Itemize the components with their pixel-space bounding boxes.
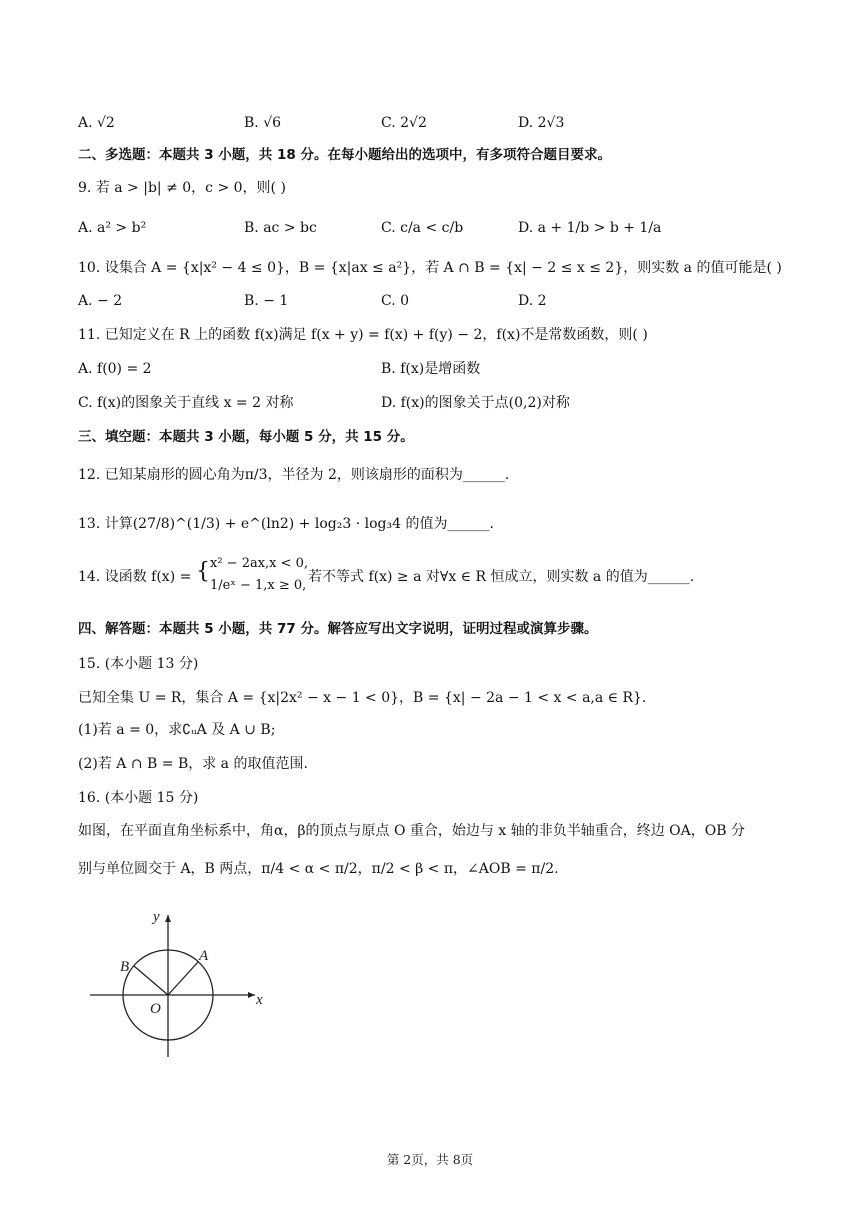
- q9-option-a: A. a² > b²: [78, 220, 147, 236]
- x-axis-arrow: [248, 992, 255, 998]
- q11-option-c: C. f(x)的图象关于直线 x = 2 对称: [78, 395, 294, 411]
- q15-stem: 已知全集 U = R，集合 A = {x|2x² − x − 1 < 0}，B = {x| − 2a − 1 < x < a,a ∈ R}.: [78, 690, 647, 706]
- page-footer: 第 2页，共 8页: [386, 1152, 474, 1167]
- q14-case-2: 1/eˣ − 1,x ≥ 0,: [210, 578, 307, 593]
- label-b: B: [120, 959, 130, 975]
- ray-oa: [168, 962, 198, 995]
- q8-option-c: C. 2√2: [381, 115, 427, 131]
- q10-option-d: D. 2: [518, 293, 547, 309]
- q16-stem-line-1: 如图，在平面直角坐标系中，角α，β的顶点与原点 O 重合，始边与 x 轴的非负半轴重合，终边 OA，OB 分: [78, 823, 745, 839]
- q15-part-2: (2)若 A ∩ B = B，求 a 的取值范围.: [78, 756, 308, 772]
- q8-option-d: D. 2√3: [518, 115, 565, 131]
- q14-left-brace: {: [196, 559, 210, 584]
- q15-title: 15. (本小题 13 分): [78, 656, 199, 672]
- q10-option-c: C. 0: [381, 293, 410, 309]
- q15-part-1: (1)若 a = 0，求∁ᵤA 及 A ∪ B;: [78, 722, 276, 738]
- label-x: x: [256, 992, 263, 1008]
- unit-circle-figure: [80, 905, 280, 1065]
- q9-option-d: D. a + 1/b > b + 1/a: [518, 220, 662, 236]
- ray-ob: [134, 966, 168, 995]
- q14-case-1: x² − 2ax,x < 0,: [210, 556, 309, 571]
- q9-option-b: B. ac > bc: [244, 220, 317, 236]
- section-heading-solutions: 四、解答题：本题共 5 小题，共 77 分。解答应写出文字说明，证明过程或演算步骤。: [78, 621, 598, 637]
- q16-title: 16. (本小题 15 分): [78, 790, 199, 806]
- y-axis-arrow: [165, 915, 171, 922]
- q9-stem: 9. 若 a > |b| ≠ 0，c > 0，则( ): [78, 180, 286, 196]
- section-heading-fill-in: 三、填空题：本题共 3 小题，每小题 5 分，共 15 分。: [78, 429, 414, 445]
- q14-prefix: 14. 设函数 f(x) =: [78, 569, 192, 585]
- q16-stem-line-2: 别与单位圆交于 A，B 两点，π/4 < α < π/2，π/2 < β < π，∠AOB = π/2.: [78, 861, 559, 877]
- q11-option-d: D. f(x)的图象关于点(0,2)对称: [381, 395, 570, 411]
- label-o: O: [150, 1001, 161, 1017]
- q9-option-c: C. c/a < c/b: [381, 220, 464, 236]
- q8-option-a: A. √2: [78, 115, 115, 131]
- q14-suffix: 若不等式 f(x) ≥ a 对∀x ∈ R 恒成立，则实数 a 的值为______.: [308, 569, 695, 585]
- q10-option-b: B. − 1: [244, 293, 289, 309]
- section-heading-multiple-choice: 二、多选题：本题共 3 小题，共 18 分。在每小题给出的选项中，有多项符合题目要求。: [78, 147, 611, 163]
- q8-option-b: B. √6: [244, 115, 282, 131]
- label-a: A: [199, 948, 209, 964]
- q11-option-b: B. f(x)是增函数: [381, 361, 481, 377]
- q10-option-a: A. − 2: [78, 293, 123, 309]
- q10-stem: 10. 设集合 A = {x|x² − 4 ≤ 0}，B = {x|ax ≤ a²}，若 A ∩ B = {x| − 2 ≤ x ≤ 2}，则实数 a 的值可能是( ): [78, 260, 782, 276]
- q11-stem: 11. 已知定义在 R 上的函数 f(x)满足 f(x + y) = f(x) + f(y) − 2，f(x)不是常数函数，则( ): [78, 327, 648, 343]
- q12-stem: 12. 已知某扇形的圆心角为π/3，半径为 2，则该扇形的面积为______.: [78, 467, 510, 483]
- label-y: y: [153, 909, 160, 925]
- q13-stem: 13. 计算(27/8)^(1/3) + e^(ln2) + log₂3 · log₃4 的值为______.: [78, 516, 494, 532]
- q11-option-a: A. f(0) = 2: [78, 361, 152, 377]
